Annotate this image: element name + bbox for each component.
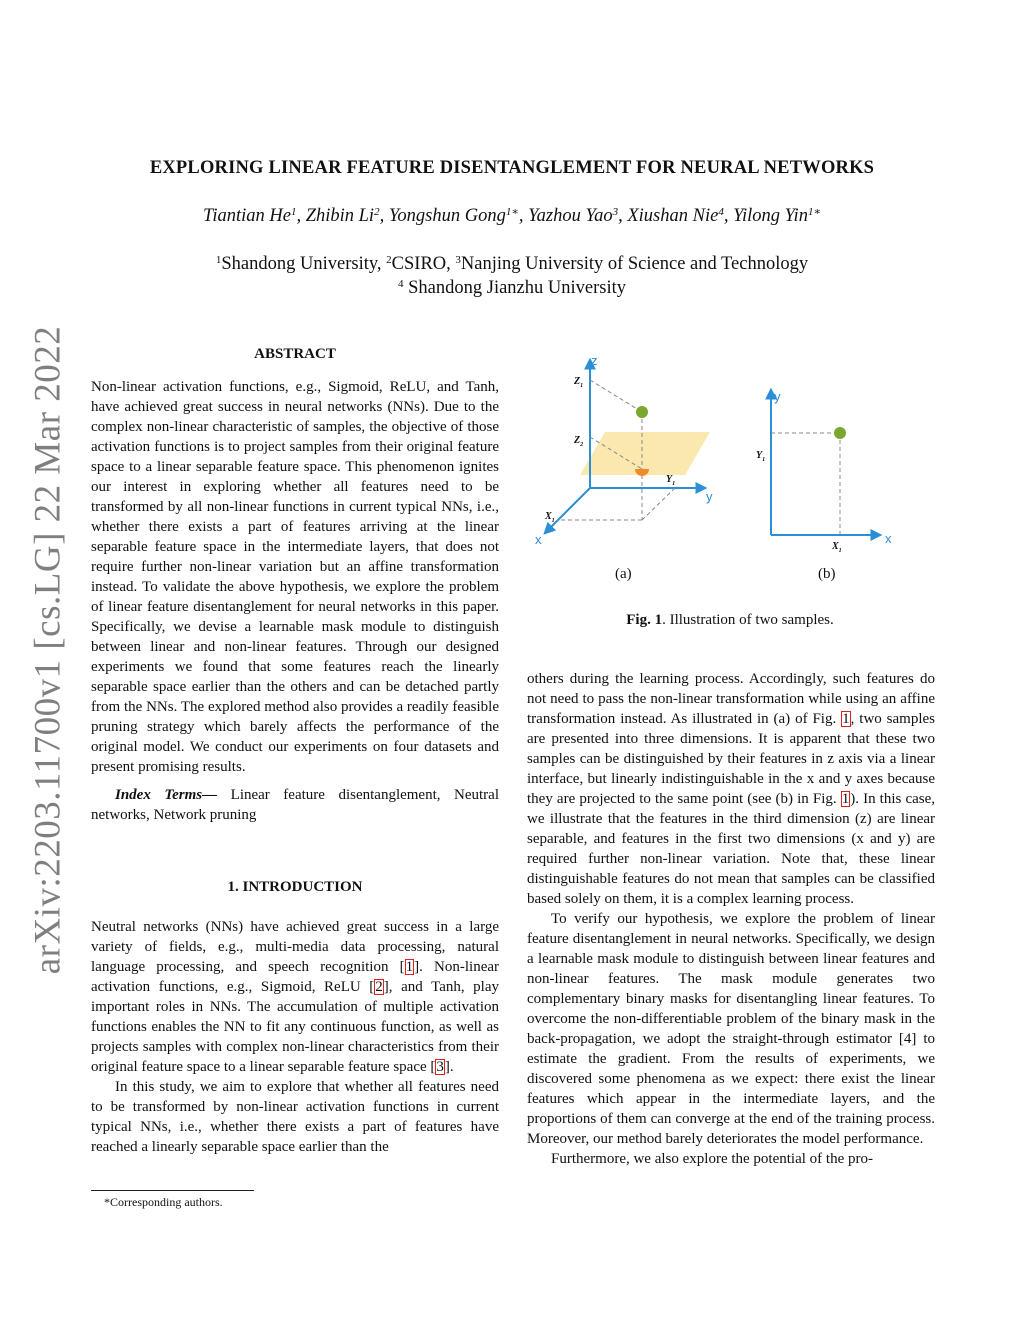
affiliation-mark: 4 — [398, 278, 404, 290]
subfigure-b-label: (b) — [818, 566, 836, 582]
author-list: Tiantian He$^1$, Zhibin Li$^2$, Yongshun Gong$^{1∗}$, Yazhou Yao$^3$, Xiushan Nie$^4$, Yilong Yin$^{1∗}$ — [203, 206, 821, 226]
text-run: to estimate the gradient. From the results of experiments, we discovered some phenomena as we expect: there exist the linear features which appear in the intermediate layers, and the proportions of them can converge at the end of the training process. Moreover, our method barely deteriorates the model performance. — [527, 1031, 935, 1147]
author-name: Xiushan Nie — [627, 206, 719, 226]
affiliation-mark: 3 — [455, 254, 461, 266]
introduction-heading: 1. INTRODUCTION — [227, 879, 363, 895]
figure-1 — [525, 345, 935, 590]
affiliation-name: Shandong University — [221, 254, 377, 274]
index-terms — [91, 785, 499, 825]
citation-link[interactable]: [4] — [898, 1031, 917, 1047]
author-name: Yilong Yin — [733, 206, 808, 226]
z1-label: $Z_1$ — [574, 376, 584, 389]
x-axis-label: x — [535, 532, 542, 547]
x1-label: $X_1$ — [832, 541, 842, 554]
text-run: ], and Tanh, play important roles in NNs. The accumulation of multiple activation functions enables the NN to fit any continuous function, as well as projects samples with complex non-linear characteristics from their original feature space to a linear separable feature space [ — [91, 979, 500, 1075]
subfigure-a-3d-plot — [535, 353, 713, 582]
right-column-body — [527, 669, 935, 1169]
affiliation-mark: 1 — [215, 254, 222, 266]
citation-link[interactable]: 2 — [375, 979, 383, 995]
text-run: others during the learning process. Accordingly, such features do not need to pass the non-linear transformation while using an affine transformation instead. As illustrated in (a) of Fig. — [527, 671, 935, 727]
text-run: To verify our hypothesis, we explore the problem of linear feature disentanglement in neural networks. Specifically, we design a learnable mask module to distinguish between linear features and non-linear features. The mask module generates two complementary binary masks for disentangling linear features. To overcome the non-differentiable problem of the binary mask in the back-propagation, we adopt the straight-through estimator — [527, 911, 935, 1047]
text-run: ]. — [444, 1059, 454, 1075]
x1-label: $X_1$ — [545, 511, 555, 524]
author-name: Yongshun Gong — [388, 206, 506, 226]
right-paragraph-2 — [527, 909, 935, 1149]
figure-link[interactable]: 1 — [841, 791, 850, 807]
author-affiliation-mark: 1∗ — [505, 206, 519, 218]
y1-label: $Y_1$ — [756, 450, 766, 463]
subfigure-a-label: (a) — [615, 566, 632, 582]
x-axis-label: x — [885, 531, 892, 546]
affiliations-line-2 — [0, 278, 1024, 299]
author-name: Tiantian He — [203, 206, 291, 226]
text-run: ). In this case, we illustrate that the features in the third dimension (z) are linear separable, and features in the first two dimensions (x and y) are required further non-linear variation. Note that, these linear distinguishable features do not mean that samples can be classified based solely on them, it is a complex learning process. — [527, 791, 935, 907]
y-axis-label: y — [706, 489, 713, 504]
author-affiliation-mark: 1∗ — [807, 206, 821, 218]
author-affiliation-mark: 2 — [374, 206, 380, 218]
z2-label: $Z_2$ — [574, 435, 584, 448]
text-run: , two samples are presented into three dimensions. It is apparent that these two samples can be distinguished by their features in z axis via a linear interface, but linearly indistinguishable in the x and y axes because they are projected to the same point (see (b) in Fig. — [527, 711, 935, 807]
paper-title: EXPLORING LINEAR FEATURE DISENTANGLEMENT FOR NEURAL NETWORKS — [149, 158, 875, 178]
author-affiliation-mark: 1 — [290, 206, 297, 218]
right-paragraph-3: Furthermore, we also explore the potential of the pro- — [551, 1151, 873, 1167]
abstract-heading: ABSTRACT — [254, 346, 336, 362]
introduction-body — [91, 917, 499, 1157]
figure-link[interactable]: 1 — [842, 711, 850, 727]
footnote-divider — [91, 1190, 254, 1191]
index-terms-text: Linear feature disentanglement, Neutral networks, Network pruning — [91, 787, 499, 823]
text-run: Neutral networks (NNs) have achieved great success in a large variety of fields, e.g., multi-media data processing, natural language processing, and speech recognition [ — [91, 919, 499, 975]
author-affiliation-mark: 3 — [612, 206, 619, 218]
index-terms-label: Index Terms— — [115, 787, 218, 803]
figure-caption-text: . Illustration of two samples. — [662, 612, 834, 628]
author-affiliation-mark: 4 — [718, 206, 724, 218]
figure-caption — [525, 612, 935, 629]
right-paragraph-1 — [527, 669, 935, 909]
subfigure-b-2d-plot — [756, 389, 892, 582]
y-axis-label: y — [774, 389, 781, 404]
z-axis-label: z — [591, 353, 598, 368]
separating-plane — [580, 432, 710, 475]
abstract-text: Non-linear activation functions, e.g., Sigmoid, ReLU, and Tanh, have achieved great success in neural networks (NNs). Due to the complex non-linear characteristic of samples, the objective of those activation functions is to project samples from their original feature space to a linear separable feature space. This phenomenon ignites our interest in exploring whether all features need to be transformed by all non-linear functions in current typical NNs, i.e., whether there exists a part of features arriving at the linear separable feature space in the intermediate layers, that does not require further non-linear variation but an affine transformation instead. To validate the above hypothesis, we explore the problem of linear feature disentanglement for neural networks in this paper. Specifically, we devise a learnable mask module to distinguish between linear and non-linear features. Through our designed experiments we found that some features reach the linearly separable space earlier than the others and can be detached partly from the NNs. The explored method also provides a readily feasible pruning strategy which barely affects the performance of the original model. We conduct our experiments on four datasets and present promising results. — [91, 379, 499, 775]
author-name: Yazhou Yao — [528, 206, 613, 226]
text-run: ]. Non-linear activation functions, e.g., Sigmoid, ReLU [ — [91, 959, 500, 995]
x-axis — [545, 488, 590, 533]
arxiv-identifier-stamp: arXiv:2203.11700v1 [cs.LG] 22 Mar 2022 — [27, 325, 69, 975]
green-sample-point — [636, 406, 648, 418]
author-name: Zhibin Li — [305, 206, 375, 226]
affiliation-name: Shandong Jianzhu University — [408, 278, 626, 298]
affiliation-name: CSIRO — [391, 254, 447, 274]
affiliation-name: Nanjing University of Science and Technology — [460, 254, 809, 274]
footnote: *Corresponding authors. — [104, 1195, 223, 1209]
affiliations-line-1: $^1$Shandong University, $^2$CSIRO, $^3$Nanjing University of Science and Technology — [215, 254, 809, 274]
projection-guides — [771, 433, 840, 535]
figure-caption-label: Fig. 1 — [626, 612, 663, 628]
intro-paragraph-1 — [91, 917, 499, 1077]
citation-link[interactable]: 3 — [436, 1059, 444, 1075]
sample-point — [834, 427, 846, 439]
abstract-body — [91, 377, 499, 825]
citation-link[interactable]: 1 — [405, 959, 414, 975]
y1-label: $Y_1$ — [666, 474, 676, 487]
intro-paragraph-2: In this study, we aim to explore that whether all features need to be transformed by non-linear activation functions in current typical NNs, i.e., whether there exists a part of features have reached a linearly separable space earlier than the — [91, 1079, 499, 1155]
affiliation-mark: 2 — [386, 254, 392, 266]
